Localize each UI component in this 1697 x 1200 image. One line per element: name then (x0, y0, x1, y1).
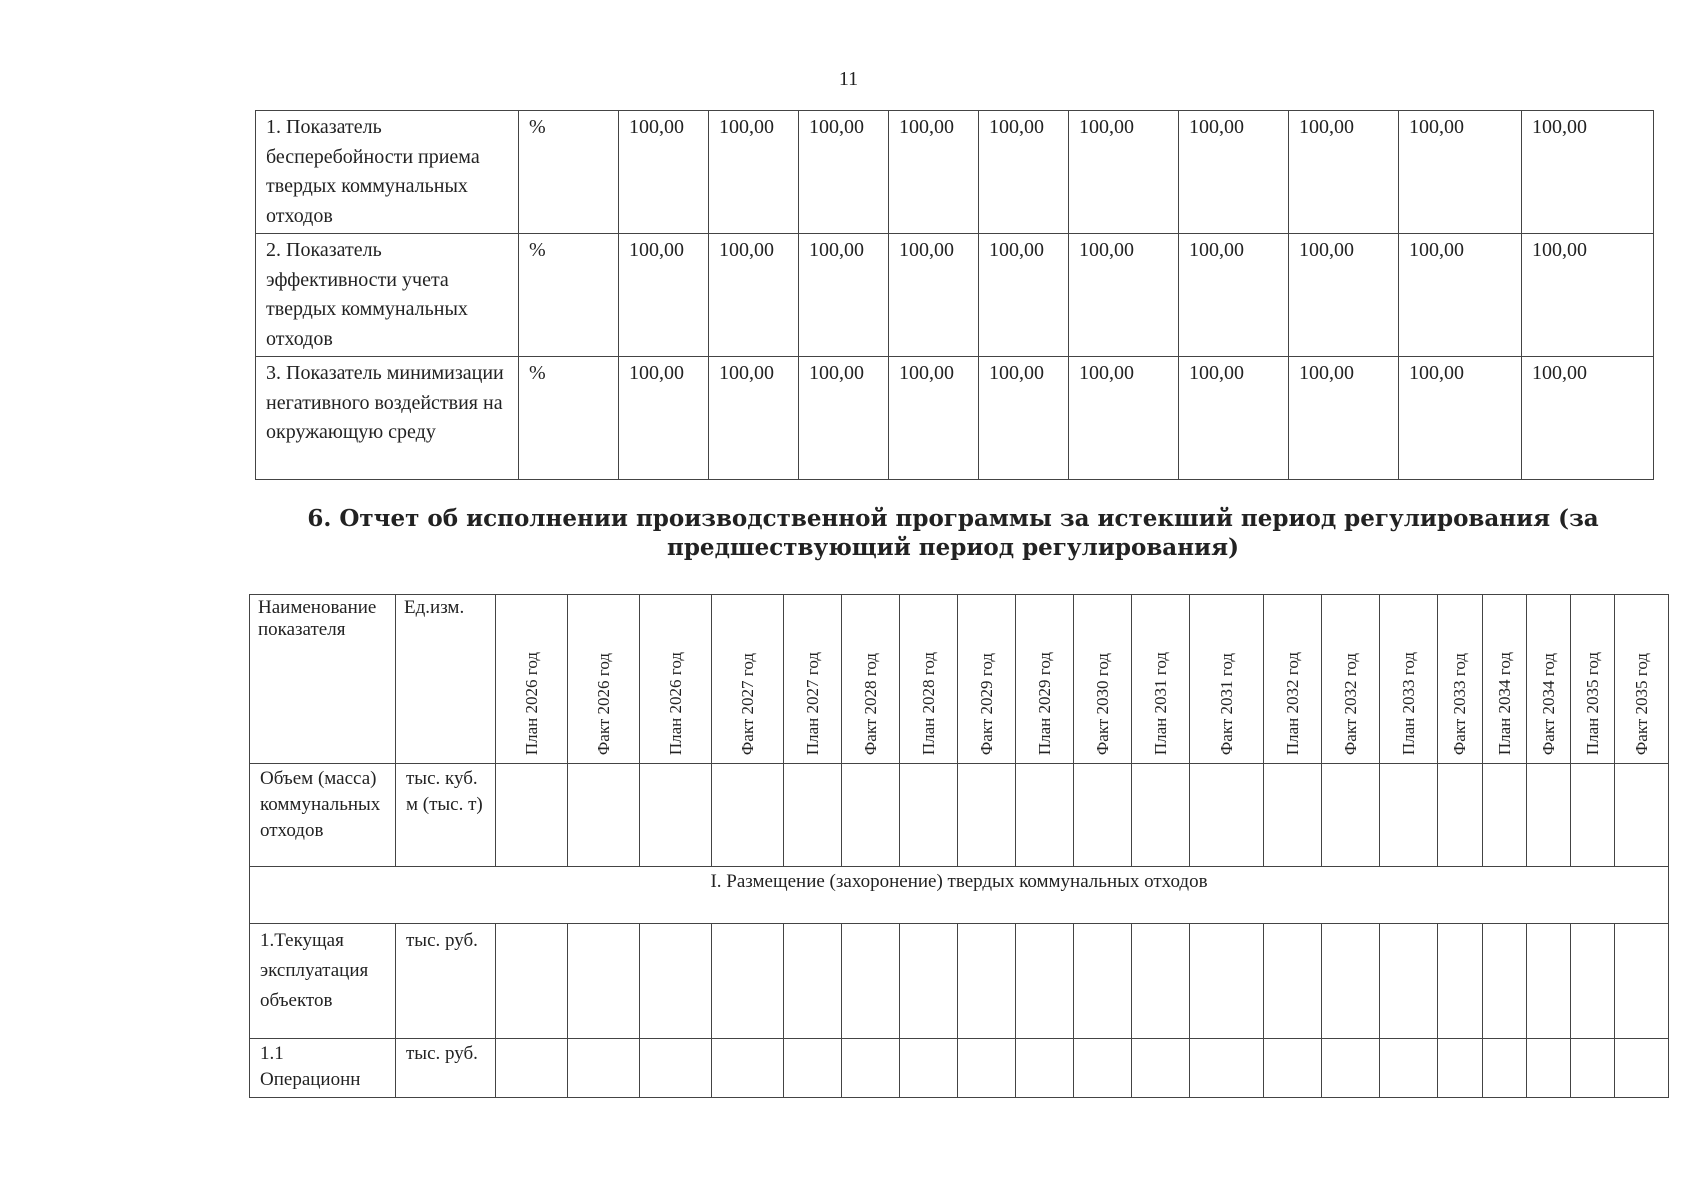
empty-cell (1132, 764, 1190, 867)
indicator-unit: % (519, 111, 619, 234)
row-volume-name: Объем (масса) коммунальных отходов (250, 764, 396, 867)
period-label: Факт 2031 год (1216, 652, 1236, 755)
indicator-value: 100,00 (619, 111, 709, 234)
period-label: План 2032 год (1282, 651, 1302, 755)
empty-cell (640, 924, 712, 1039)
empty-cell (1322, 924, 1380, 1039)
empty-cell (1571, 1039, 1615, 1098)
row-operational-unit: тыс. руб. (396, 1039, 496, 1098)
empty-cell (958, 924, 1016, 1039)
row-volume (250, 764, 1669, 867)
empty-cell (1438, 924, 1483, 1039)
empty-cell (1190, 764, 1264, 867)
indicator-value: 100,00 (799, 234, 889, 357)
report-table (249, 594, 1669, 1098)
empty-cell (842, 764, 900, 867)
period-header (784, 595, 842, 764)
period-label: Факт 2029 год (976, 652, 996, 755)
indicator-value: 100,00 (1289, 357, 1399, 480)
indicator-value: 100,00 (1179, 111, 1289, 234)
empty-cell (1322, 1039, 1380, 1098)
section-title: I. Размещение (захоронение) твердых коммунальных отходов (250, 867, 1669, 924)
empty-cell (1264, 764, 1322, 867)
period-header (1132, 595, 1190, 764)
empty-cell (1016, 1039, 1074, 1098)
indicator-value: 100,00 (889, 357, 979, 480)
period-label: План 2035 год (1582, 651, 1602, 755)
indicator-value: 100,00 (1522, 357, 1654, 480)
indicator-name: 1. Показатель бесперебойности приема твердых коммунальных отходов (256, 111, 519, 234)
empty-cell (640, 764, 712, 867)
indicator-value: 100,00 (1179, 234, 1289, 357)
period-label: План 2033 год (1398, 651, 1418, 755)
empty-cell (1438, 764, 1483, 867)
period-label: Факт 2027 год (737, 652, 757, 755)
period-header (712, 595, 784, 764)
period-header (1190, 595, 1264, 764)
indicator-value: 100,00 (709, 234, 799, 357)
empty-cell (1527, 764, 1571, 867)
empty-cell (958, 1039, 1016, 1098)
empty-cell (1483, 924, 1527, 1039)
empty-cell (496, 924, 568, 1039)
period-header (1380, 595, 1438, 764)
row-operational-name: 1.1 Операционн (250, 1039, 396, 1098)
empty-cell (1527, 1039, 1571, 1098)
empty-cell (1571, 764, 1615, 867)
indicator-value: 100,00 (1069, 111, 1179, 234)
indicator-unit: % (519, 234, 619, 357)
empty-cell (496, 764, 568, 867)
empty-cell (568, 764, 640, 867)
period-label: План 2026 год (665, 651, 685, 755)
row-exploitation-name: 1.Текущая эксплуатация объектов (250, 924, 396, 1039)
indicator-value: 100,00 (1069, 357, 1179, 480)
section-row (250, 867, 1669, 924)
indicator-value: 100,00 (709, 111, 799, 234)
indicator-name: 3. Показатель минимизации негативного воздействия на окружающую среду (256, 357, 519, 480)
indicator-value: 100,00 (1179, 357, 1289, 480)
empty-cell (712, 764, 784, 867)
empty-cell (1074, 1039, 1132, 1098)
empty-cell (1380, 924, 1438, 1039)
section-heading: 6. Отчет об исполнении производственной программы за истекший период регулирования (за предшествующий период регулирования) (307, 505, 1599, 561)
period-header (1016, 595, 1074, 764)
empty-cell (1615, 924, 1669, 1039)
page-number: 11 (838, 68, 859, 90)
empty-cell (958, 764, 1016, 867)
empty-cell (900, 764, 958, 867)
period-header (1527, 595, 1571, 764)
empty-cell (842, 1039, 900, 1098)
empty-cell (1615, 1039, 1669, 1098)
empty-cell (1132, 924, 1190, 1039)
period-header (1264, 595, 1322, 764)
period-label: План 2028 год (918, 651, 938, 755)
indicator-row (256, 357, 1654, 480)
report-header-row (250, 595, 1669, 764)
empty-cell (1264, 924, 1322, 1039)
indicator-value: 100,00 (709, 357, 799, 480)
indicator-value: 100,00 (1522, 111, 1654, 234)
indicator-value: 100,00 (979, 357, 1069, 480)
indicator-value: 100,00 (1399, 234, 1522, 357)
indicator-value: 100,00 (889, 111, 979, 234)
empty-cell (784, 764, 842, 867)
period-header (1074, 595, 1132, 764)
period-header (496, 595, 568, 764)
empty-cell (712, 924, 784, 1039)
row-exploitation (250, 924, 1669, 1039)
empty-cell (1380, 764, 1438, 867)
row-operational (250, 1039, 1669, 1098)
header-name: Наименование показателя (250, 595, 396, 764)
empty-cell (1190, 924, 1264, 1039)
empty-cell (496, 1039, 568, 1098)
header-unit: Ед.изм. (396, 595, 496, 764)
empty-cell (1074, 764, 1132, 867)
empty-cell (712, 1039, 784, 1098)
indicator-value: 100,00 (1069, 234, 1179, 357)
empty-cell (1016, 764, 1074, 867)
period-label: Факт 2034 год (1538, 652, 1558, 755)
empty-cell (1264, 1039, 1322, 1098)
empty-cell (900, 924, 958, 1039)
indicator-value: 100,00 (1399, 111, 1522, 234)
period-header (568, 595, 640, 764)
empty-cell (1190, 1039, 1264, 1098)
period-header (1571, 595, 1615, 764)
empty-cell (1527, 924, 1571, 1039)
period-header (1483, 595, 1527, 764)
period-label: План 2027 год (802, 651, 822, 755)
empty-cell (1483, 764, 1527, 867)
indicator-value: 100,00 (619, 357, 709, 480)
empty-cell (1132, 1039, 1190, 1098)
empty-cell (1016, 924, 1074, 1039)
indicator-row (256, 111, 1654, 234)
indicator-value: 100,00 (1289, 111, 1399, 234)
indicator-value: 100,00 (1399, 357, 1522, 480)
indicators-table (255, 110, 1654, 480)
indicator-name: 2. Показатель эффективности учета твердых коммунальных отходов (256, 234, 519, 357)
empty-cell (900, 1039, 958, 1098)
period-label: Факт 2026 год (593, 652, 613, 755)
period-label: План 2031 год (1150, 651, 1170, 755)
period-label: План 2026 год (521, 651, 541, 755)
empty-cell (1483, 1039, 1527, 1098)
empty-cell (568, 924, 640, 1039)
period-label: Факт 2033 год (1450, 652, 1469, 755)
empty-cell (784, 924, 842, 1039)
indicator-value: 100,00 (619, 234, 709, 357)
empty-cell (1438, 1039, 1483, 1098)
empty-cell (640, 1039, 712, 1098)
row-exploitation-unit: тыс. руб. (396, 924, 496, 1039)
empty-cell (842, 924, 900, 1039)
indicator-value: 100,00 (979, 111, 1069, 234)
empty-cell (784, 1039, 842, 1098)
period-header (1615, 595, 1669, 764)
period-header (1322, 595, 1380, 764)
indicator-value: 100,00 (799, 357, 889, 480)
period-label: Факт 2032 год (1340, 652, 1360, 755)
period-label: План 2034 год (1494, 651, 1514, 755)
period-label: Факт 2030 год (1092, 652, 1112, 755)
period-header (900, 595, 958, 764)
indicator-unit: % (519, 357, 619, 480)
period-header (842, 595, 900, 764)
period-label: План 2029 год (1034, 651, 1054, 755)
indicator-value: 100,00 (1289, 234, 1399, 357)
empty-cell (1380, 1039, 1438, 1098)
indicator-value: 100,00 (979, 234, 1069, 357)
period-label: Факт 2028 год (860, 652, 880, 755)
period-label: Факт 2035 год (1631, 652, 1651, 755)
indicator-value: 100,00 (1522, 234, 1654, 357)
period-header (1438, 595, 1483, 764)
indicator-value: 100,00 (889, 234, 979, 357)
period-header (640, 595, 712, 764)
empty-cell (568, 1039, 640, 1098)
indicator-row (256, 234, 1654, 357)
row-volume-unit: тыс. куб. м (тыс. т) (396, 764, 496, 867)
indicator-value: 100,00 (799, 111, 889, 234)
empty-cell (1615, 764, 1669, 867)
period-header (958, 595, 1016, 764)
empty-cell (1074, 924, 1132, 1039)
empty-cell (1571, 924, 1615, 1039)
empty-cell (1322, 764, 1380, 867)
